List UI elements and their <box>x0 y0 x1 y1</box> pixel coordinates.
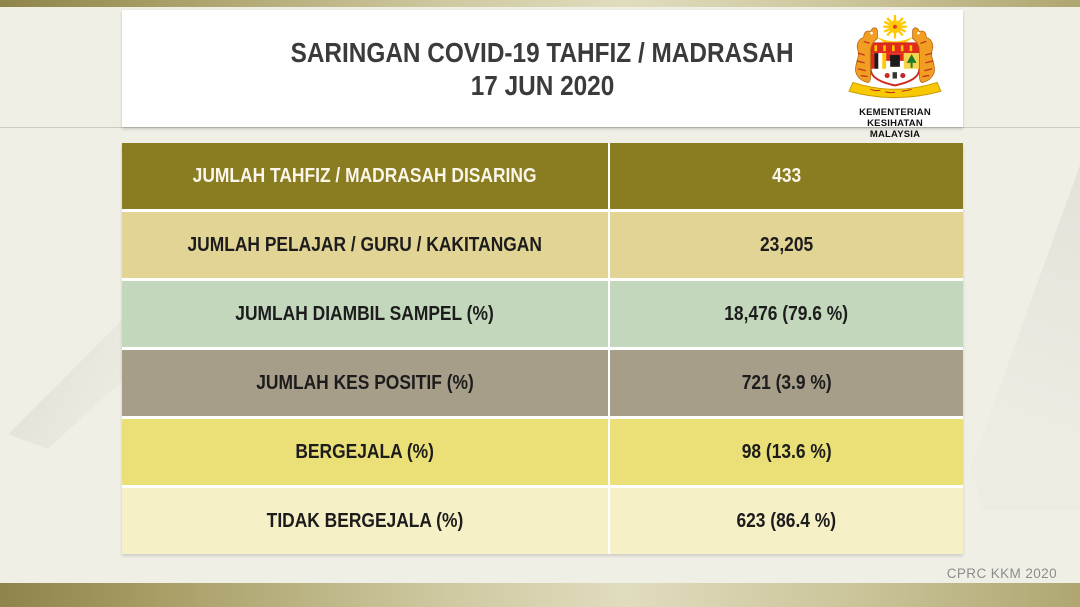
row-label: JUMLAH DIAMBIL SAMPEL (%) <box>235 302 495 325</box>
row-label: JUMLAH TAHFIZ / MADRASAH DISARING <box>193 164 537 187</box>
row-value-cell <box>610 281 963 347</box>
footer-credit: CPRC KKM 2020 <box>946 566 1057 581</box>
row-value: 721 (3.9 %) <box>741 371 832 394</box>
table-row <box>122 419 963 485</box>
row-value: 98 (13.6 %) <box>741 440 832 463</box>
row-value-cell <box>610 419 963 485</box>
row-value: 433 <box>771 164 802 187</box>
coat-of-arms-icon <box>831 14 959 102</box>
table-row <box>122 143 963 209</box>
row-label: TIDAK BERGEJALA (%) <box>266 509 464 532</box>
logo-caption-line1: KEMENTERIAN KESIHATAN <box>859 107 931 129</box>
deco-fan-left <box>0 302 140 452</box>
deco-fan-right <box>968 165 1080 510</box>
table-row <box>122 281 963 347</box>
accent-strip-top <box>0 0 1080 7</box>
table-row <box>122 350 963 416</box>
row-value-cell <box>610 488 963 554</box>
table-row <box>122 212 963 278</box>
row-value-cell <box>610 350 963 416</box>
row-label-cell <box>122 350 608 416</box>
header-card <box>122 10 963 140</box>
row-label-cell <box>122 419 608 485</box>
row-value-cell <box>610 143 963 209</box>
screening-table <box>122 143 963 554</box>
row-label: JUMLAH PELAJAR / GURU / KAKITANGAN <box>187 233 543 256</box>
row-label-cell <box>122 488 608 554</box>
row-label: JUMLAH KES POSITIF (%) <box>256 371 474 394</box>
page-date: 17 JUN 2020 <box>470 69 615 101</box>
page-title: SARINGAN COVID-19 TAHFIZ / MADRASAH <box>291 36 794 68</box>
table-row <box>122 488 963 554</box>
row-label: BERGEJALA (%) <box>295 440 435 463</box>
row-label-cell <box>122 281 608 347</box>
row-value: 23,205 <box>759 233 814 256</box>
row-value-cell <box>610 212 963 278</box>
logo-caption-line2: MALAYSIA <box>869 129 921 140</box>
row-label-cell <box>122 143 608 209</box>
row-value: 623 (86.4 %) <box>736 509 837 532</box>
moh-logo <box>831 14 959 140</box>
row-label-cell <box>122 212 608 278</box>
accent-strip-bottom <box>0 583 1080 607</box>
row-value: 18,476 (79.6 %) <box>724 302 849 325</box>
